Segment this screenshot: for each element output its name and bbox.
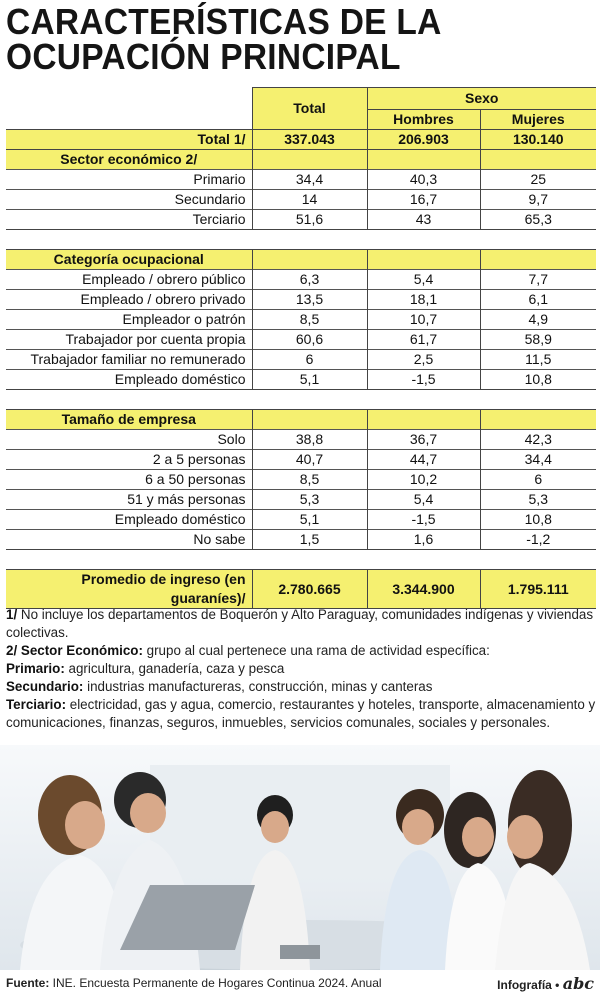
total-label: Total 1/ — [6, 130, 252, 150]
footnote-key: Terciario: — [6, 697, 67, 712]
row-hombres: 43 — [367, 210, 480, 230]
total-value: 337.043 — [252, 130, 367, 150]
table-row — [6, 530, 596, 550]
source-key: Fuente: — [6, 976, 50, 990]
row-hombres: 2,5 — [367, 350, 480, 370]
row-total: 34,4 — [252, 170, 367, 190]
row-hombres: 5,4 — [367, 270, 480, 290]
row-hombres: 16,7 — [367, 190, 480, 210]
footnote-item — [6, 696, 596, 732]
row-mujeres: 4,9 — [480, 310, 596, 330]
table-row — [6, 170, 596, 190]
row-label: Empleado / obrero público — [6, 270, 252, 290]
row-total: 6 — [252, 350, 367, 370]
row-mujeres: 65,3 — [480, 210, 596, 230]
row-label: 51 y más personas — [6, 490, 252, 510]
table-row — [6, 490, 596, 510]
table-row — [6, 470, 596, 490]
row-mujeres: 9,7 — [480, 190, 596, 210]
row-total: 5,1 — [252, 370, 367, 390]
table-row — [6, 330, 596, 350]
row-hombres: 44,7 — [367, 450, 480, 470]
title-line-2: OCUPACIÓN PRINCIPAL — [6, 36, 401, 77]
row-label: Primario — [6, 170, 252, 190]
total-row — [6, 130, 596, 150]
footnote-key: 1/ — [6, 607, 18, 622]
section-empty-cell — [480, 250, 596, 270]
page-title — [6, 1, 442, 77]
table-row — [6, 190, 596, 210]
section-empty-cell — [252, 410, 367, 430]
spacer-cell — [6, 390, 252, 410]
spacer-cell — [252, 390, 367, 410]
office-team-photo — [0, 745, 600, 970]
footnotes — [6, 606, 596, 732]
section-title: Tamaño de empresa — [6, 410, 252, 430]
spacer-cell — [367, 550, 480, 570]
section-empty-cell — [480, 410, 596, 430]
section-spacer — [6, 550, 596, 570]
row-total: 40,7 — [252, 450, 367, 470]
source-note — [6, 976, 382, 990]
spacer-cell — [6, 550, 252, 570]
income-label: Promedio de ingreso (en guaraníes)/ — [6, 570, 252, 609]
row-label: Trabajador familiar no remunerado — [6, 350, 252, 370]
footnote-item — [6, 660, 596, 678]
row-label: Empleador o patrón — [6, 310, 252, 330]
total-hombres: 206.903 — [367, 130, 480, 150]
row-label: 6 a 50 personas — [6, 470, 252, 490]
table-row — [6, 430, 596, 450]
row-mujeres: 6 — [480, 470, 596, 490]
spacer-cell — [480, 390, 596, 410]
footnote-item — [6, 642, 596, 660]
brand-logo: abc — [562, 974, 594, 993]
spacer-cell — [252, 550, 367, 570]
footnote-key: Secundario: — [6, 679, 84, 694]
footnote-text: industrias manufactureras, construcción, minas y canteras — [83, 679, 433, 694]
row-total: 51,6 — [252, 210, 367, 230]
row-hombres: -1,5 — [367, 370, 480, 390]
row-total: 60,6 — [252, 330, 367, 350]
header-sexo: Sexo — [367, 88, 596, 110]
row-hombres: 36,7 — [367, 430, 480, 450]
footnote-text: agricultura, ganadería, caza y pesca — [64, 661, 285, 676]
spacer-cell — [6, 230, 252, 250]
income-total: 2.780.665 — [252, 570, 367, 609]
spacer-cell — [252, 230, 367, 250]
row-label: Trabajador por cuenta propia — [6, 330, 252, 350]
row-hombres: -1,5 — [367, 510, 480, 530]
footnote-key: 2/ Sector Económico: — [6, 643, 143, 658]
row-mujeres: -1,2 — [480, 530, 596, 550]
footnote-key: Primario: — [6, 661, 65, 676]
row-hombres: 10,7 — [367, 310, 480, 330]
section-empty-cell — [367, 250, 480, 270]
section-spacer — [6, 390, 596, 410]
spacer-cell — [367, 230, 480, 250]
row-mujeres: 10,8 — [480, 510, 596, 530]
section-header-row — [6, 250, 596, 270]
row-label: Solo — [6, 430, 252, 450]
section-title: Categoría ocupacional — [6, 250, 252, 270]
header-mujeres: Mujeres — [480, 110, 596, 130]
section-empty-cell — [480, 150, 596, 170]
section-header-row — [6, 150, 596, 170]
occupation-table — [6, 87, 596, 610]
section-header-row — [6, 410, 596, 430]
spacer-cell — [480, 550, 596, 570]
row-hombres: 10,2 — [367, 470, 480, 490]
table-row — [6, 370, 596, 390]
section-title: Sector económico 2/ — [6, 150, 252, 170]
total-mujeres: 130.140 — [480, 130, 596, 150]
header-hombres: Hombres — [367, 110, 480, 130]
row-mujeres: 34,4 — [480, 450, 596, 470]
row-mujeres: 10,8 — [480, 370, 596, 390]
row-total: 6,3 — [252, 270, 367, 290]
table-row — [6, 450, 596, 470]
title-line-1: CARACTERÍSTICAS DE LA — [6, 1, 442, 42]
footnote-text: No incluye los departamentos de Boquerón y Alto Paraguay, comunidades indígenas y viviendas colectivas. — [6, 607, 594, 640]
income-mujeres: 1.795.111 — [480, 570, 596, 609]
row-label: 2 a 5 personas — [6, 450, 252, 470]
footnote-text: grupo al cual pertenece una rama de actividad específica: — [142, 643, 490, 658]
row-mujeres: 25 — [480, 170, 596, 190]
row-total: 5,1 — [252, 510, 367, 530]
table-row — [6, 210, 596, 230]
source-text: INE. Encuesta Permanente de Hogares Continua 2024. Anual — [49, 976, 382, 990]
row-total: 38,8 — [252, 430, 367, 450]
credit — [497, 974, 594, 993]
section-empty-cell — [367, 150, 480, 170]
table-row — [6, 310, 596, 330]
spacer-cell — [480, 230, 596, 250]
section-empty-cell — [367, 410, 480, 430]
section-spacer — [6, 230, 596, 250]
footnote-item — [6, 678, 596, 696]
row-hombres: 1,6 — [367, 530, 480, 550]
header-row-1 — [6, 88, 596, 110]
row-hombres: 40,3 — [367, 170, 480, 190]
table-row — [6, 270, 596, 290]
section-empty-cell — [252, 150, 367, 170]
table-row — [6, 350, 596, 370]
row-mujeres: 6,1 — [480, 290, 596, 310]
row-mujeres: 42,3 — [480, 430, 596, 450]
office-meeting-illustration — [0, 745, 600, 970]
row-total: 13,5 — [252, 290, 367, 310]
row-total: 5,3 — [252, 490, 367, 510]
income-row — [6, 570, 596, 609]
row-total: 8,5 — [252, 310, 367, 330]
row-hombres: 18,1 — [367, 290, 480, 310]
section-empty-cell — [252, 250, 367, 270]
row-label: No sabe — [6, 530, 252, 550]
table-row — [6, 290, 596, 310]
row-label: Terciario — [6, 210, 252, 230]
row-total: 8,5 — [252, 470, 367, 490]
row-mujeres: 7,7 — [480, 270, 596, 290]
row-mujeres: 58,9 — [480, 330, 596, 350]
credit-text: Infografía • — [497, 978, 560, 992]
spacer-cell — [367, 390, 480, 410]
row-total: 14 — [252, 190, 367, 210]
row-total: 1,5 — [252, 530, 367, 550]
row-mujeres: 5,3 — [480, 490, 596, 510]
income-hombres: 3.344.900 — [367, 570, 480, 609]
row-label: Empleado / obrero privado — [6, 290, 252, 310]
header-total: Total — [252, 88, 367, 130]
row-mujeres: 11,5 — [480, 350, 596, 370]
row-hombres: 5,4 — [367, 490, 480, 510]
row-label: Secundario — [6, 190, 252, 210]
table-row — [6, 510, 596, 530]
footnote-item — [6, 606, 596, 642]
row-hombres: 61,7 — [367, 330, 480, 350]
footnote-text: electricidad, gas y agua, comercio, restaurantes y hoteles, transporte, almacenamiento y comunicaciones, finanzas, seguros, inmuebles, servicios comunales, sociales y personales. — [6, 697, 596, 730]
row-label: Empleado doméstico — [6, 510, 252, 530]
row-label: Empleado doméstico — [6, 370, 252, 390]
